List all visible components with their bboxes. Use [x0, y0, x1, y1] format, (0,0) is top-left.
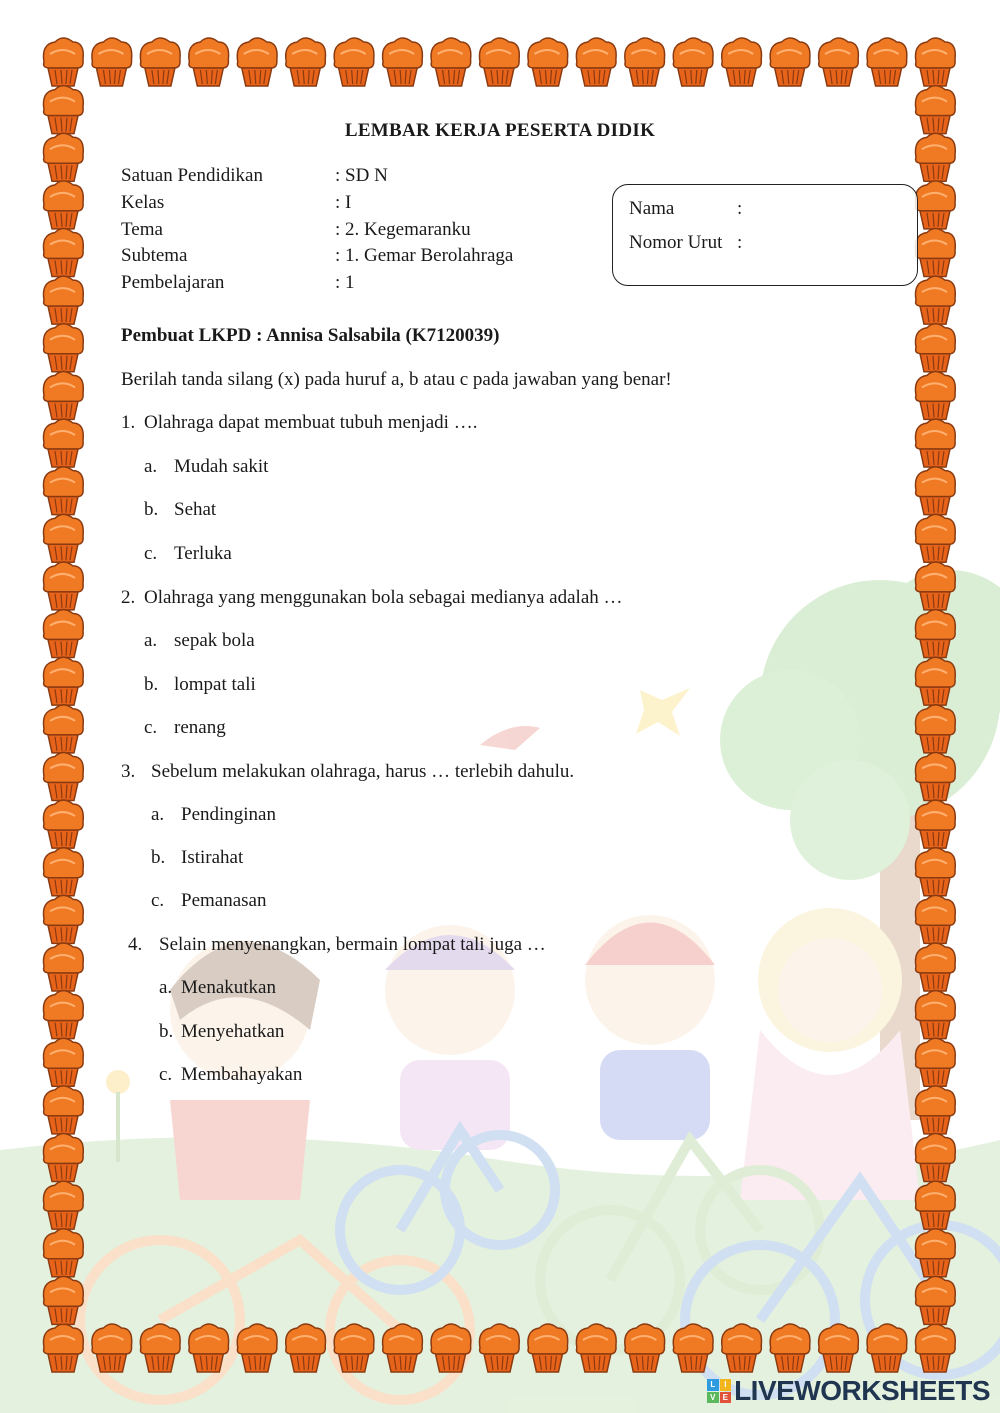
- muffin-icon: [43, 1229, 83, 1277]
- option-text[interactable]: Pendinginan: [181, 804, 276, 825]
- muffin-icon: [915, 752, 955, 800]
- muffin-icon: [915, 324, 955, 372]
- muffin-icon: [915, 1229, 955, 1277]
- muffin-icon: [383, 1324, 423, 1372]
- muffin-icon: [334, 38, 374, 86]
- muffin-icon: [43, 1086, 83, 1134]
- question-number: 1.: [121, 412, 136, 433]
- logo-text: LIVEWORKSHEETS: [734, 1375, 990, 1406]
- logo-badge-letter: I: [720, 1379, 732, 1391]
- muffin-icon: [915, 1276, 955, 1324]
- option-text[interactable]: lompat tali: [174, 674, 256, 695]
- option-text[interactable]: sepak bola: [174, 630, 255, 651]
- muffin-icon: [140, 38, 180, 86]
- muffin-icon: [431, 1324, 471, 1372]
- number-label: Nomor Urut: [629, 232, 723, 253]
- muffin-icon: [286, 38, 326, 86]
- option-text[interactable]: Menyehatkan: [181, 1021, 285, 1042]
- muffin-icon: [915, 514, 955, 562]
- option-text[interactable]: Mudah sakit: [174, 456, 269, 477]
- muffin-icon: [43, 467, 83, 515]
- option-letter: c.: [151, 890, 165, 911]
- muffin-icon: [915, 276, 955, 324]
- muffin-icon: [43, 229, 83, 277]
- muffin-icon: [673, 38, 713, 86]
- muffin-icon: [237, 1324, 277, 1372]
- muffin-icon: [43, 991, 83, 1039]
- muffin-icon: [43, 38, 83, 86]
- muffin-icon: [479, 1324, 519, 1372]
- muffin-icon: [334, 1324, 374, 1372]
- muffin-icon: [43, 1133, 83, 1181]
- worksheet-title: LEMBAR KERJA PESERTA DIDIK: [344, 120, 656, 141]
- option-text[interactable]: Menakutkan: [181, 977, 276, 998]
- question-text: Olahraga dapat membuat tubuh menjadi ….: [144, 412, 478, 433]
- muffin-icon: [43, 419, 83, 467]
- muffin-icon: [43, 514, 83, 562]
- option-text[interactable]: Sehat: [174, 499, 217, 520]
- muffin-icon: [915, 562, 955, 610]
- muffin-icon: [915, 371, 955, 419]
- muffin-icon: [915, 419, 955, 467]
- number-colon: :: [737, 232, 743, 253]
- info-value-class: : I: [335, 192, 352, 213]
- muffin-icon: [43, 610, 83, 658]
- liveworksheets-logo[interactable]: [707, 1375, 990, 1407]
- muffin-icon: [915, 657, 955, 705]
- option-letter: a.: [144, 630, 158, 651]
- muffin-icon: [43, 752, 83, 800]
- muffin-icon: [576, 38, 616, 86]
- muffin-icon: [915, 610, 955, 658]
- muffin-icon: [867, 38, 907, 86]
- info-label-lesson: Pembelajaran: [121, 272, 225, 293]
- muffin-icon: [770, 38, 810, 86]
- muffin-icon: [43, 1276, 83, 1324]
- muffin-icon: [915, 991, 955, 1039]
- muffin-icon: [915, 1324, 955, 1372]
- option-letter: a.: [159, 977, 173, 998]
- muffin-icon: [819, 38, 859, 86]
- muffin-icon: [528, 38, 568, 86]
- info-label-school: Satuan Pendidikan: [121, 165, 263, 186]
- question-number: 2.: [121, 587, 136, 608]
- muffin-icon: [43, 657, 83, 705]
- info-value-school: : SD N: [335, 165, 388, 186]
- info-value-lesson: : 1: [335, 272, 355, 293]
- muffin-icon: [915, 38, 955, 86]
- muffin-icon: [431, 38, 471, 86]
- info-label-class: Kelas: [121, 192, 165, 213]
- logo-badge-letter: V: [707, 1392, 719, 1404]
- muffin-icon: [43, 276, 83, 324]
- muffin-icon: [43, 562, 83, 610]
- muffin-icon: [189, 38, 229, 86]
- muffin-icon: [673, 1324, 713, 1372]
- info-label-theme: Tema: [121, 219, 163, 240]
- muffin-icon: [43, 895, 83, 943]
- option-letter: c.: [144, 717, 158, 738]
- option-text[interactable]: Terluka: [174, 543, 232, 564]
- muffin-icon: [915, 1133, 955, 1181]
- muffin-icon: [286, 1324, 326, 1372]
- muffin-icon: [43, 705, 83, 753]
- question-number: 4.: [128, 934, 143, 955]
- muffin-icon: [722, 1324, 762, 1372]
- muffin-icon: [43, 943, 83, 991]
- muffin-icon: [92, 38, 132, 86]
- muffin-icon: [867, 1324, 907, 1372]
- muffin-icon: [722, 38, 762, 86]
- muffin-icon: [915, 1038, 955, 1086]
- muffin-icon: [819, 1324, 859, 1372]
- instruction-text: Berilah tanda silang (x) pada huruf a, b atau c pada jawaban yang benar!: [121, 369, 672, 390]
- muffin-icon: [576, 1324, 616, 1372]
- option-letter: a.: [144, 456, 158, 477]
- option-letter: b.: [159, 1021, 174, 1042]
- muffin-icon: [915, 800, 955, 848]
- logo-badge-letter: E: [720, 1392, 732, 1404]
- muffin-icon: [43, 371, 83, 419]
- muffin-icon: [43, 1038, 83, 1086]
- muffin-icon: [43, 1324, 83, 1372]
- muffin-icon: [43, 324, 83, 372]
- worksheet-author: Pembuat LKPD : Annisa Salsabila (K7120039): [121, 325, 500, 346]
- muffin-icon: [625, 38, 665, 86]
- option-letter: c.: [144, 543, 158, 564]
- muffin-icon: [625, 1324, 665, 1372]
- muffin-icon: [915, 943, 955, 991]
- name-label: Nama: [629, 198, 675, 219]
- info-value-subtheme: : 1. Gemar Berolahraga: [335, 245, 514, 266]
- option-text[interactable]: Pemanasan: [181, 890, 267, 911]
- question-text: Sebelum melakukan olahraga, harus … terlebih dahulu.: [151, 761, 575, 782]
- option-text[interactable]: renang: [174, 717, 226, 738]
- option-letter: b.: [151, 847, 166, 868]
- muffin-icon: [43, 800, 83, 848]
- option-letter: c.: [159, 1064, 173, 1085]
- muffin-icon: [43, 1181, 83, 1229]
- question-text: Olahraga yang menggunakan bola sebagai medianya adalah …: [144, 587, 623, 608]
- muffin-icon: [915, 705, 955, 753]
- muffin-icon: [915, 895, 955, 943]
- muffin-icon: [770, 1324, 810, 1372]
- muffin-icon: [43, 848, 83, 896]
- option-letter: a.: [151, 804, 165, 825]
- option-letter: b.: [144, 499, 159, 520]
- muffin-icon: [479, 38, 519, 86]
- muffin-icon: [92, 1324, 132, 1372]
- info-value-theme: : 2. Kegemaranku: [335, 219, 471, 240]
- muffin-icon: [915, 229, 955, 277]
- muffin-icon: [915, 848, 955, 896]
- question-text: Selain menyenangkan, bermain lompat tali juga …: [159, 934, 546, 955]
- muffin-icon: [915, 467, 955, 515]
- info-label-subtheme: Subtema: [121, 245, 188, 266]
- question-number: 3.: [121, 761, 136, 782]
- muffin-icon: [915, 181, 955, 229]
- muffin-icon: [915, 1181, 955, 1229]
- logo-badge-letter: L: [707, 1379, 719, 1391]
- muffin-icon: [915, 1086, 955, 1134]
- student-name-box: [612, 184, 918, 286]
- muffin-icon: [528, 1324, 568, 1372]
- option-text[interactable]: Istirahat: [181, 847, 244, 868]
- option-text[interactable]: Membahayakan: [181, 1064, 303, 1085]
- name-colon: :: [737, 198, 743, 219]
- muffin-icon: [383, 38, 423, 86]
- logo-badge-icon: [707, 1379, 731, 1403]
- muffin-icon: [140, 1324, 180, 1372]
- muffin-icon: [189, 1324, 229, 1372]
- muffin-icon: [43, 181, 83, 229]
- muffin-icon: [237, 38, 277, 86]
- option-letter: b.: [144, 674, 159, 695]
